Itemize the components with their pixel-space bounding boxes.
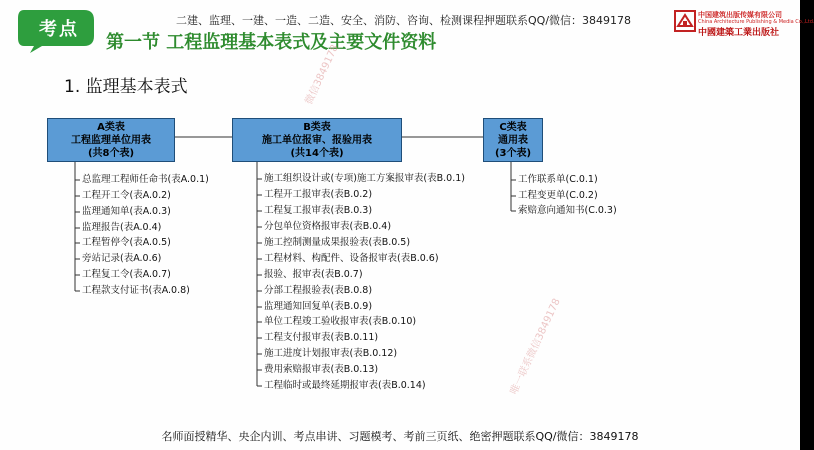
category-c-count: (3个表) [494, 148, 532, 159]
list-item: 施工进度计划报审表(表B.0.12) [264, 348, 398, 359]
category-b-box [232, 118, 402, 162]
publisher-old-name: 中國建築工業出版社 [698, 28, 780, 38]
badge-label: 考点 [39, 19, 79, 40]
page-title: 第一节 工程监理基本表式及主要文件资料 [106, 32, 437, 53]
list-item: 分部工程报验表(表B.0.8) [264, 285, 373, 296]
top-banner: 二建、监理、一建、一造、二造、安全、消防、咨询、检测课程押题联系QQ/微信：3849178 [176, 14, 632, 27]
list-item: 施工控制测量成果报验表(表B.0.5) [264, 237, 411, 248]
category-c-box [483, 118, 543, 162]
list-item: 分包单位资格报审表(表B.0.4) [264, 221, 392, 232]
list-item: 单位工程竣工验收报审表(表B.0.10) [264, 316, 417, 327]
list-item: 工程开工报审表(表B.0.2) [264, 189, 373, 200]
category-c-subtitle: 通用表 [498, 135, 528, 146]
category-b-title: B类表 [303, 122, 331, 133]
category-a-title: A类表 [97, 122, 125, 133]
footer-banner: 名师面授精华、央企内训、考点串讲、习题模考、考前三页纸、绝密押题联系QQ/微信：3849178 [161, 430, 639, 443]
list-item: 总监理工程师任命书(表A.0.1) [82, 174, 209, 185]
list-item: 监理报告(表A.0.4) [82, 222, 162, 233]
category-b-count: (共14个表) [290, 148, 344, 159]
list-item: 报验、报审表(表B.0.7) [264, 269, 363, 280]
list-item: 工程支付报审表(表B.0.11) [264, 332, 379, 343]
list-item: 工程开工令(表A.0.2) [82, 190, 171, 201]
publisher-name-en: China Architecture Publishing & Media Co.,Ltd. [698, 19, 814, 25]
category-c-title: C类表 [499, 122, 527, 133]
watermark: 唯一联系微信3849178 [508, 296, 563, 397]
list-item: 工程复工令(表A.0.7) [82, 269, 171, 280]
list-item: 监理通知回复单(表B.0.9) [264, 301, 373, 312]
list-item: 工程款支付证书(表A.0.8) [82, 285, 190, 296]
list-item: 工程临时或最终延期报审表(表B.0.14) [264, 380, 426, 391]
category-b-subtitle: 施工单位报审、报验用表 [262, 135, 372, 146]
list-item: 工程暂停令(表A.0.5) [82, 237, 171, 248]
list-item: 费用索赔报审表(表B.0.13) [264, 364, 379, 375]
list-item: 监理通知单(表A.0.3) [82, 206, 171, 217]
list-item: 工程变更单(C.0.2) [518, 190, 598, 201]
category-a-box [47, 118, 175, 162]
section-title: 1. 监理基本表式 [64, 77, 188, 97]
list-item: 工程材料、构配件、设备报审表(表B.0.6) [264, 253, 439, 264]
category-a-subtitle: 工程监理单位用表 [71, 135, 151, 146]
list-item: 施工组织设计或(专项)施工方案报审表(表B.0.1) [264, 173, 465, 184]
list-item: 索赔意向通知书(C.0.3) [518, 205, 617, 216]
list-item: 工作联系单(C.0.1) [518, 174, 598, 185]
list-item: 工程复工报审表(表B.0.3) [264, 205, 373, 216]
watermark: 微信3849178 [303, 43, 341, 107]
category-a-count: (共8个表) [87, 148, 135, 159]
list-item: 旁站记录(表A.0.6) [82, 253, 162, 264]
publisher-name: 中国建筑出版传媒有限公司 [698, 11, 782, 19]
